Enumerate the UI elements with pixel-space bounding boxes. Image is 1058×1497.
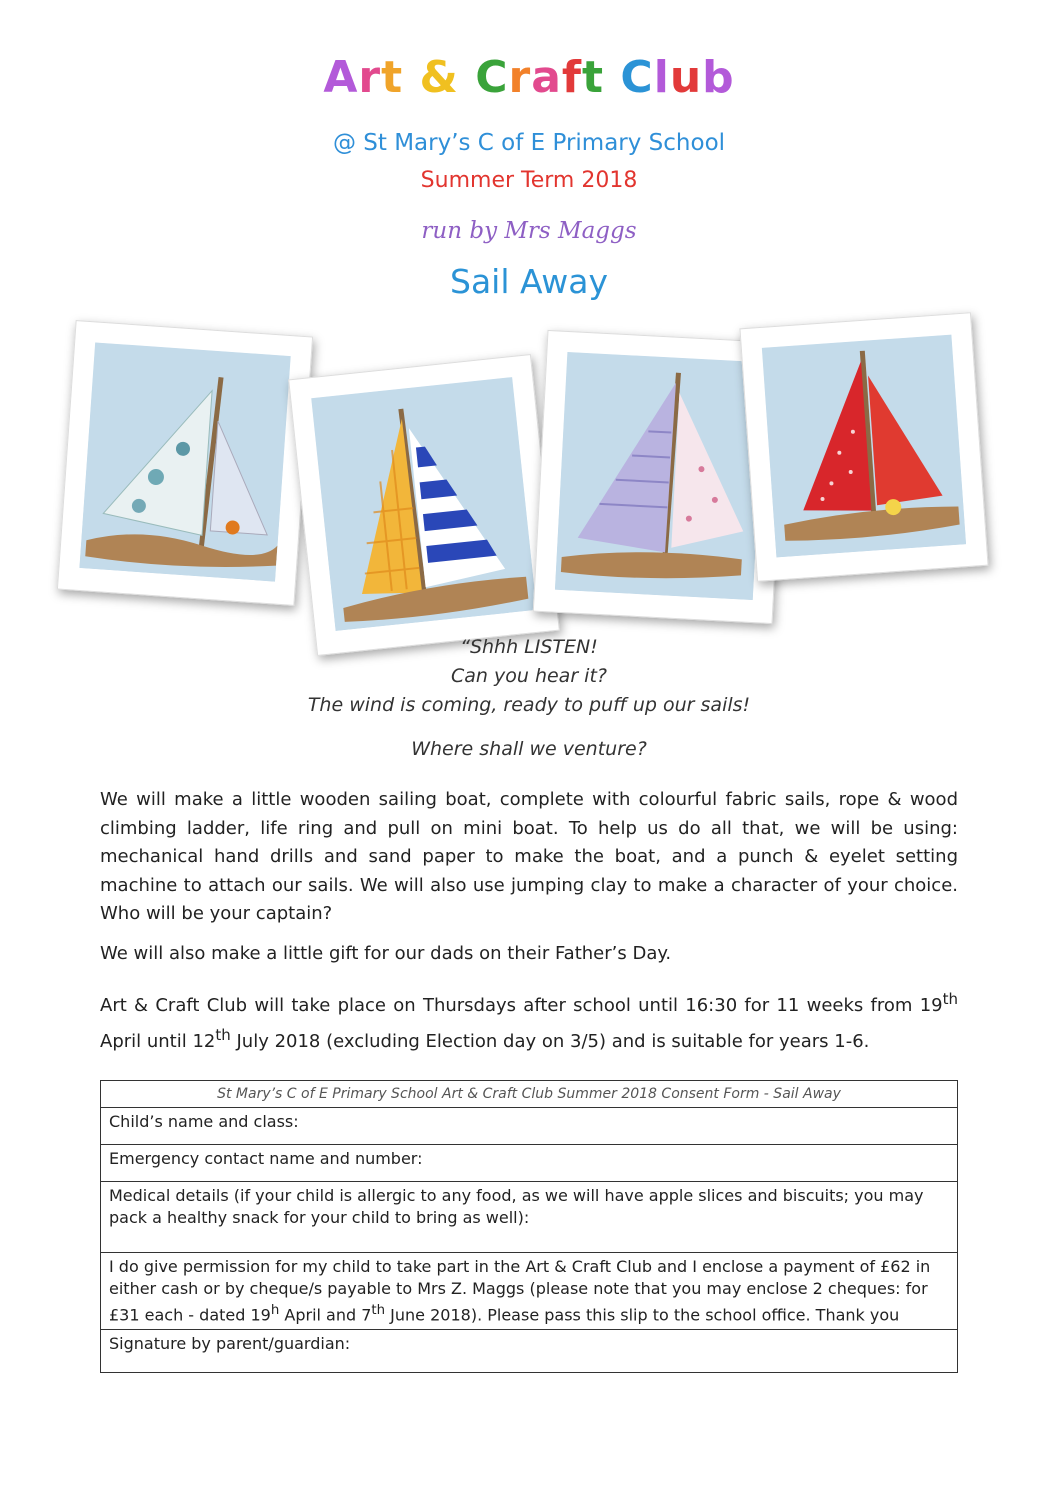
title-letter: l (653, 52, 670, 103)
quote-line-4: Where shall we venture? (411, 738, 647, 760)
title-letter: & (419, 52, 459, 103)
quote-line-1: “Shhh LISTEN! (460, 636, 598, 658)
medical-details-field[interactable]: Medical details (if your child is allergic to any food, as we will have apple slices and biscuits; you may pack a healthy snack for your child to bring as well): (101, 1182, 958, 1253)
quote-line-3: The wind is coming, ready to puff up our sails! (307, 694, 751, 716)
boat-3-image (555, 352, 765, 600)
title-letter: u (669, 52, 703, 103)
boat-4-image (762, 335, 966, 558)
title-letter: t (582, 52, 605, 103)
title-letter (403, 52, 419, 103)
title-letter: r (358, 52, 382, 103)
title-letter: C (475, 52, 509, 103)
emergency-contact-field[interactable]: Emergency contact name and number: (101, 1145, 958, 1182)
permission-statement: I do give permission for my child to take part in the Art & Craft Club and I enclose a payment of £62 in either cash or by cheque/s payable to Mrs Z. Maggs (please note that you may enclose 2 cheques: for £31 each - dated 19$^h$ April and 7th June 2018). Please pass this slip to the school office. Thank you (101, 1253, 958, 1330)
boat-2-image (311, 377, 536, 631)
run-by-label: run by Mrs Maggs (421, 218, 637, 244)
photo-boat-2 (288, 354, 560, 656)
schedule-paragraph: Art & Craft Club will take place on Thursdays after school until 16:30 for 11 weeks from 19th April until 12th July 2018 (excluding Election day on 3/5) and is suitable for years 1-6. (100, 990, 958, 1052)
child-name-field[interactable]: Child’s name and class: (101, 1108, 958, 1145)
photo-boat-4 (739, 312, 988, 582)
title-letter: t (381, 52, 404, 103)
photo-boat-1 (57, 320, 313, 606)
theme-title: Sail Away (450, 262, 608, 301)
boat-1-image (79, 342, 290, 581)
title-letter: b (702, 52, 735, 103)
school-subtitle: @ St Mary’s C of E Primary School (332, 130, 726, 156)
fathers-day-paragraph: We will also make a little gift for our dads on their Father’s Day. (100, 943, 672, 964)
quote-line-2: Can you hear it? (451, 665, 607, 687)
signature-field[interactable]: Signature by parent/guardian: (101, 1330, 958, 1373)
description-paragraph: We will make a little wooden sailing boat, complete with colourful fabric sails, rope & wood climbing ladder, life ring and pull on mini boat. To help us do all that, we will be using: mechanical hand drills and sand paper to make the boat, and a punch & eyelet setting machine to attach our sails. We will also use jumping clay to make a character of your choice. Who will be your captain? (100, 789, 958, 924)
form-header: St Mary’s C of E Primary School Art & Craft Club Summer 2018 Consent Form - Sail Away (101, 1081, 958, 1108)
consent-form (100, 1080, 958, 1373)
title-letter: C (620, 52, 654, 103)
title-letter: r (508, 52, 532, 103)
title-letter (604, 52, 620, 103)
page-title (0, 52, 1058, 103)
title-letter: A (323, 52, 359, 103)
title-letter (459, 52, 475, 103)
title-letter: f (561, 52, 583, 103)
title-letter: a (531, 52, 562, 103)
term-label: Summer Term 2018 (420, 168, 638, 193)
